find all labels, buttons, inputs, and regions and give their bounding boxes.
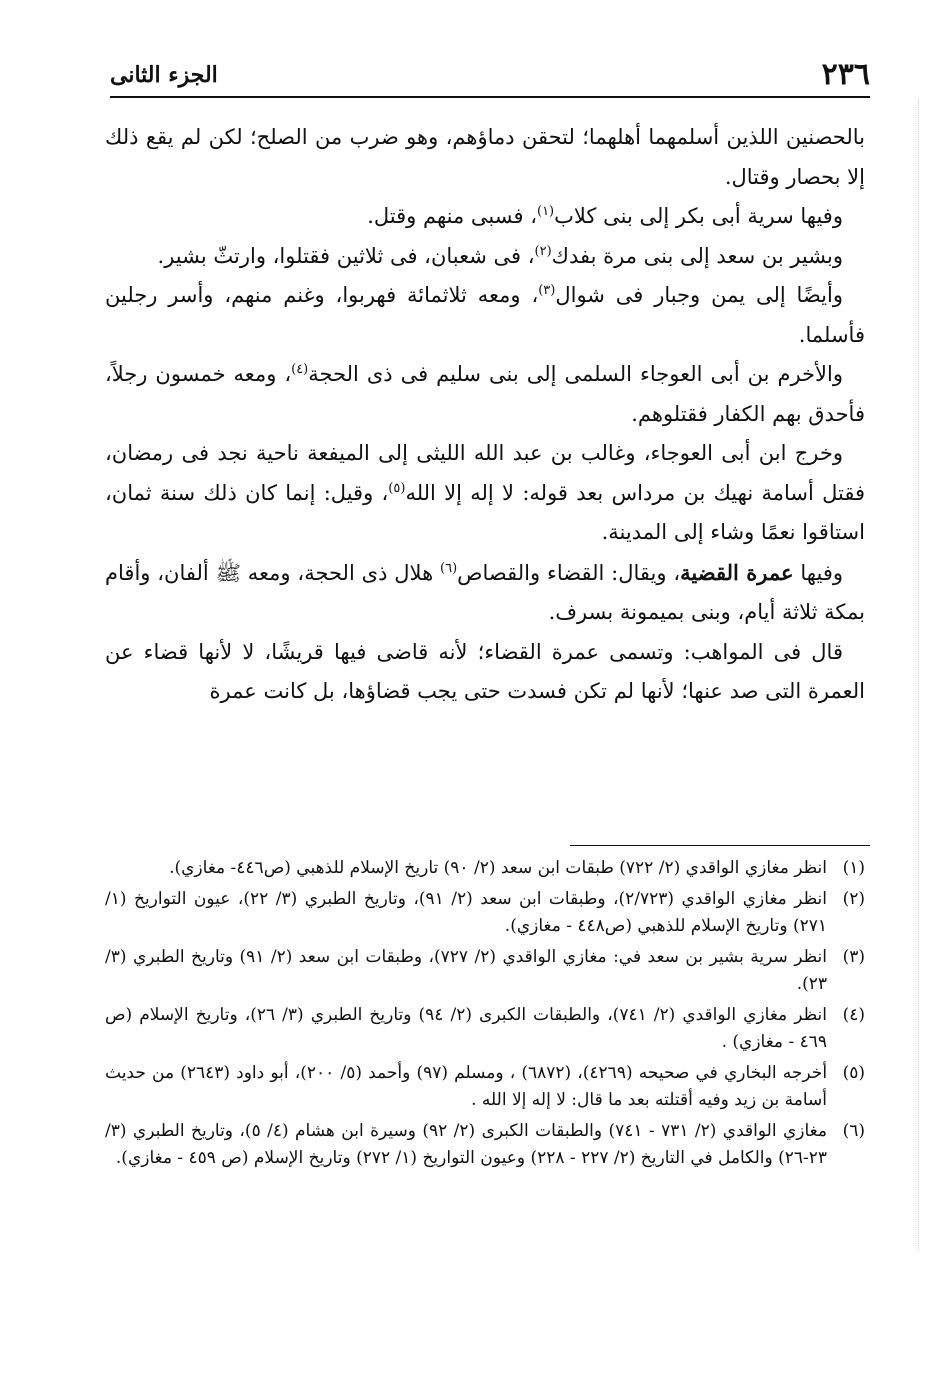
footnote-text: انظر مغازي الواقدي (٢/٧٢٣)، وطبقات ابن سعد (٢/ ٩١)، وتاريخ الطبري (٣/ ٢٢)، عيون التواريخ (١/ ٢٧١) وتاريخ الإسلام للذهبي (ص٤٤٨ - مغازي). xyxy=(105,889,827,936)
footnote-text: مغازي الواقدي (٢/ ٧٣١ - ٧٤١) والطبقات الكبرى (٢/ ٩٢) وسيرة ابن هشام (٤/ ٥)، وتاريخ الطبري (٣/ ٢٣-٢٦) والكامل في التاريخ (٢/ ٢٢٧ - ٢٢٨) وعيون التواريخ (١/ ٢٧٢) وتاريخ الإسلام (ص ٤٥٩ - مغازي). xyxy=(105,1121,827,1168)
paragraph-5-text-a: والأخرم بن أبى العوجاء السلمى إلى بنى سليم فى ذى الحجة xyxy=(308,362,843,386)
paragraph-3-text-a: وبشير بن سعد إلى بنى مرة بفدك xyxy=(551,243,843,268)
footnote-ref-4[interactable]: (٤) xyxy=(291,362,309,377)
paragraph-1-text: بالحصنين اللذين أسلمهما أهلهما؛ لتحقن دماؤهم، وهو ضرب من الصلح؛ لكن لم يقع ذلك إلا بحصار وقتال. xyxy=(105,125,865,189)
paragraph-1 xyxy=(105,118,865,197)
footnote-4 xyxy=(105,1002,865,1056)
footnote-number: (٢) xyxy=(842,889,865,909)
main-text xyxy=(105,118,865,712)
paragraph-6 xyxy=(105,434,865,553)
footnote-3 xyxy=(105,944,865,998)
paragraph-6-text-b: ، وقيل: إنما كان ذلك سنة ثمان، استاقوا نعمًا وشاء إلى المدينة. xyxy=(105,480,865,544)
paragraph-7 xyxy=(105,553,865,633)
footnote-number: (٦) xyxy=(842,1121,865,1141)
paragraph-3-text-b: ، فى شعبان، فى ثلاثين فقتلوا، وارتثّ بشير. xyxy=(157,243,535,268)
footnote-5 xyxy=(105,1060,865,1114)
scan-margin-line xyxy=(918,100,920,1250)
footnote-ref-6[interactable]: (٦) xyxy=(440,560,458,576)
bold-term: عمرة القضية xyxy=(680,559,794,585)
footnote-number: (١) xyxy=(842,858,865,878)
footnotes xyxy=(105,855,865,1176)
paragraph-7-text-b: ، ويقال: القضاء والقصاص xyxy=(457,560,681,585)
paragraph-2 xyxy=(105,197,865,237)
paragraph-4-text-b: ، ومعه ثلاثمائة فهربوا، وغنم منهم، وأسر رجلين فأسلما. xyxy=(105,283,865,347)
footnote-number: (٤) xyxy=(842,1005,865,1025)
footnote-ref-5[interactable]: (٥) xyxy=(388,480,406,496)
page-header xyxy=(110,58,870,98)
paragraph-4 xyxy=(105,276,865,355)
footnote-number: (٣) xyxy=(842,947,865,967)
footnote-ref-1[interactable]: (١) xyxy=(536,204,555,219)
paragraph-5-text-b: ، ومعه خمسون رجلاً، فأحدق بهم الكفار فقتلوهم. xyxy=(105,362,865,426)
paragraph-5 xyxy=(105,355,865,434)
paragraph-8 xyxy=(105,633,865,712)
paragraph-3 xyxy=(105,237,865,277)
footnote-2 xyxy=(105,886,865,940)
paragraph-7-text-a: وفيها xyxy=(793,560,844,585)
footnote-number: (٥) xyxy=(842,1063,865,1083)
paragraph-2-text-a: وفيها سرية أبى بكر إلى بنى كلاب xyxy=(554,204,843,228)
footnote-6 xyxy=(105,1118,865,1172)
paragraph-7-text-c: هلال ذى الحجة، ومعه ﷺ ألفان، وأقام بمكة ثلاثة أيام، وبنى بميمونة بسرف. xyxy=(105,560,865,624)
footnote-1 xyxy=(105,855,865,882)
footnote-text: انظر سرية بشير بن سعد في: مغازي الواقدي (٢/ ٧٢٧)، وطبقات ابن سعد (٢/ ٩١) وتاريخ الطبري (٣/ ٢٣). xyxy=(105,947,827,994)
paragraph-4-text-a: وأيضًا إلى يمن وجبار فى شوال xyxy=(555,283,843,307)
footnote-divider xyxy=(570,845,870,846)
footnote-ref-2[interactable]: (٢) xyxy=(534,243,552,259)
footnote-ref-3[interactable]: (٣) xyxy=(538,283,556,298)
running-title: الجزء الثانى xyxy=(110,62,218,88)
footnote-text: انظر مغازي الواقدي (٢/ ٧٤١)، والطبقات الكبرى (٢/ ٩٤) وتاريخ الطبري (٣/ ٢٦)، وتاريخ الإسلام (ص ٤٦٩ - مغازي) . xyxy=(105,1005,827,1052)
page-number: ٢٣٦ xyxy=(821,57,870,92)
footnote-text: انظر مغازي الواقدي (٢/ ٧٢٢) طبقات ابن سعد (٢/ ٩٠) تاريخ الإسلام للذهبي (ص٤٤٦- مغازي). xyxy=(169,858,827,878)
paragraph-2-text-b: ، فسبى منهم وقتل. xyxy=(367,204,537,228)
paragraph-8-text: قال فى المواهب: وتسمى عمرة القضاء؛ لأنه قاضى فيها قريشًا، لا لأنها قضاء عن العمرة التى صد عنها؛ لأنها لم تكن فسدت حتى يجب قضاؤها، بل كانت عمرة xyxy=(105,639,865,703)
paragraph-6-text-a: وخرج ابن أبى العوجاء، وغالب بن عبد الله الليثى إلى الميفعة ناحية نجد فى رمضان، فقتل أسامة نهيك بن مرداس بعد قوله: لا إله إلا الله xyxy=(105,441,865,505)
footnote-text: أخرجه البخاري في صحيحه (٤٢٦٩)، (٦٨٧٢) ، ومسلم (٩٧) وأحمد (٥/ ٢٠٠)، أبو داود (٢٦٤٣) من حديث أسامة بن زيد وفيه أقتلته بعد ما قال: لا إله إلا الله . xyxy=(105,1063,828,1110)
